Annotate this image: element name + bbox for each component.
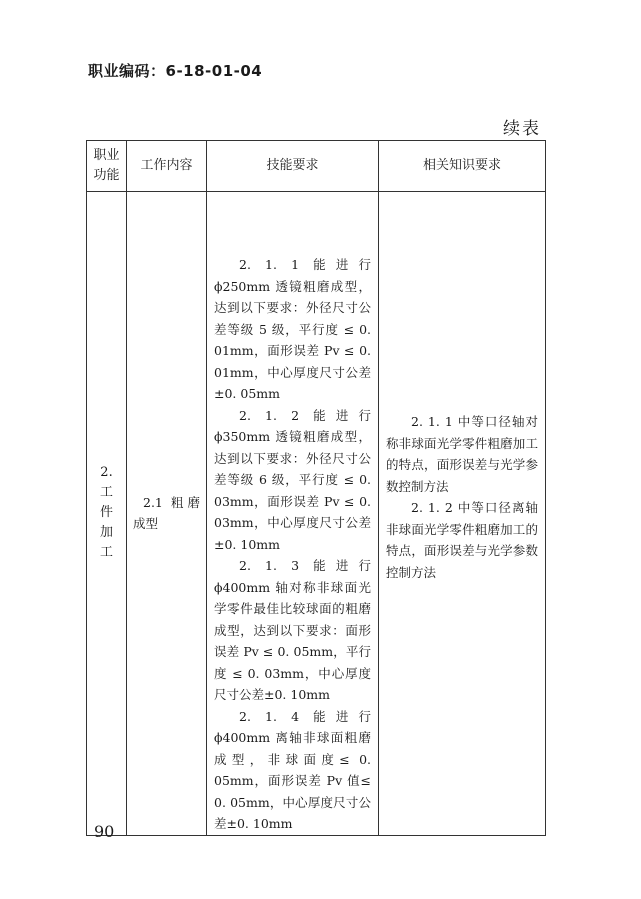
occupation-code: 职业编码：6-18-01-04 [88, 62, 263, 80]
work-content-text: 2.1 粗磨成型 [133, 494, 200, 532]
knowledge-cell [379, 192, 546, 836]
skills-table [86, 140, 546, 836]
table-header-row [87, 141, 546, 192]
work-content-cell [127, 192, 207, 836]
continued-label: 续表 [503, 119, 541, 139]
knowledge-item: 2. 1. 2 中等口径离轴非球面光学零件粗磨加工的特点，面形误差与光学参数控制方法 [386, 500, 538, 580]
skill-item: 2. 1. 1 能进行 ϕ250mm 透镜粗磨成型，达到以下要求：外径尺寸公差等级 5 级，平行度 ≤ 0. 01mm，面形误差 Pv ≤ 0. 01mm，中心厚度尺寸公差±0. 05mm [214, 257, 371, 401]
header-skill-requirements: 技能要求 [207, 141, 379, 192]
table-row [87, 192, 546, 836]
function-text: 2. 工件加工 [99, 465, 113, 561]
function-cell [87, 192, 127, 836]
knowledge-item: 2. 1. 1 中等口径轴对称非球面光学零件粗磨加工的特点，面形误差与光学参数控制方法 [386, 414, 538, 494]
header-knowledge-requirements: 相关知识要求 [379, 141, 546, 192]
skills-cell [207, 192, 379, 836]
skill-item: 2. 1. 3 能进行 ϕ400mm 轴对称非球面光学零件最佳比较球面的粗磨成型，达到以下要求：面形误差 Pv ≤ 0. 05mm，平行度 ≤ 0. 03mm，中心厚度尺寸公差±0. 10mm [214, 558, 371, 702]
skill-item: 2. 1. 4 能进行 ϕ400mm 离轴非球面粗磨成型，非球面度≤ 0. 05mm，面形误差 Pv 值≤ 0. 05mm，中心厚度尺寸公差±0. 10mm [214, 708, 371, 831]
skill-item: 2. 1. 2 能进行 ϕ350mm 透镜粗磨成型，达到以下要求：外径尺寸公差等级 6 级，平行度 ≤ 0. 03mm，面形误差 Pv ≤ 0. 03mm，中心厚度尺寸公差±0. 10mm [214, 407, 371, 552]
page-number: 90 [94, 822, 115, 841]
header-work-content: 工作内容 [127, 141, 207, 192]
header-function: 职业功能 [87, 141, 127, 192]
